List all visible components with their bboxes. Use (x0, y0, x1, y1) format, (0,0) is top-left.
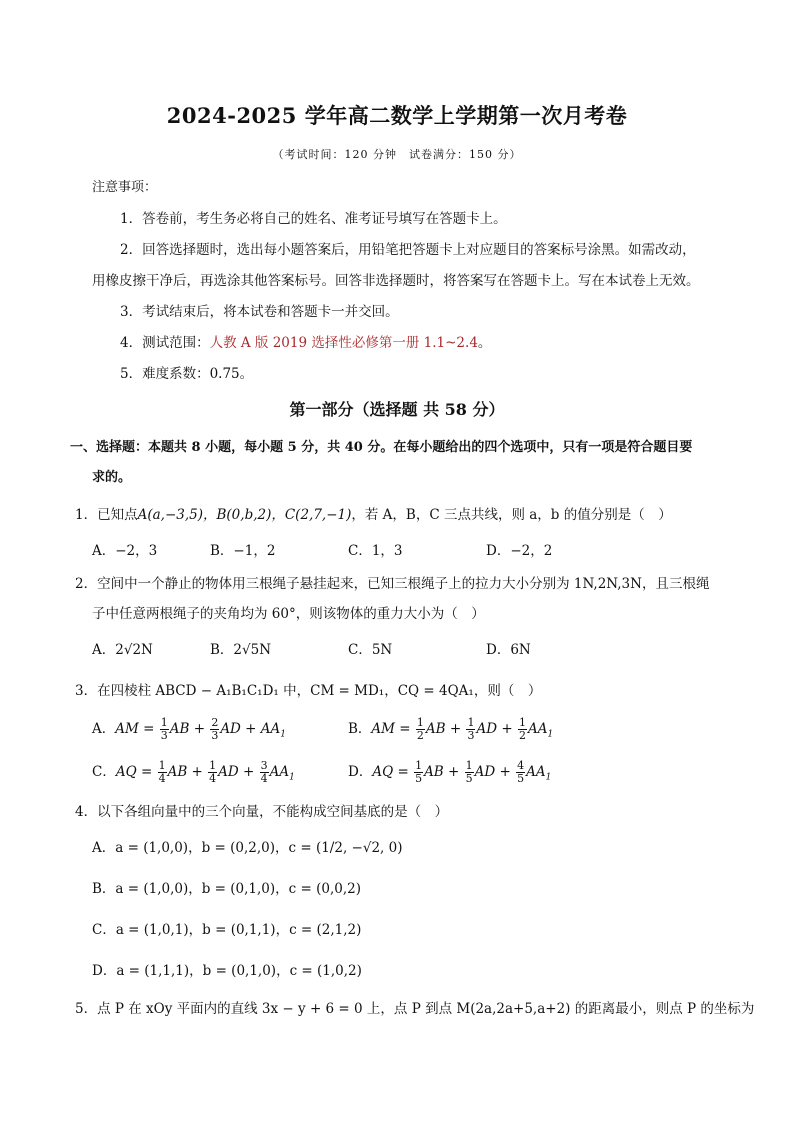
notice-item-2a: 2．回答选择题时，选出每小题答案后，用铅笔把答题卡上对应题目的答案标号涂黑。如需改动， (120, 242, 696, 258)
q1-option-b: B．−1，2 (210, 543, 276, 559)
exam-title: 2024-2025 学年高二数学上学期第一次月考卷 (166, 103, 628, 128)
notice-heading: 注意事项： (92, 180, 158, 195)
notice-item-3: 3．考试结束后，将本试卷和答题卡一并交回。 (120, 304, 399, 320)
q2-option-c: C．5N (348, 642, 393, 658)
q4-option-b: B．a = (1,0,0)，b = (0,1,0)，c = (0,0,2) (92, 881, 362, 897)
q2-option-d: D．6N (486, 642, 531, 658)
q4-option-a: A．a = (1,0,0)，b = (0,2,0)，c = (1/2, −√2, 0) (92, 840, 403, 856)
q3-option-d-label: D． (348, 764, 373, 780)
notice-item-2b: 用橡皮擦干净后，再选涂其他答案标号。回答非选择题时，将答案写在答题卡上。写在本试卷上无效。 (92, 273, 700, 289)
q3-option-c-label: C． (92, 764, 116, 780)
notice-item-1: 1．答卷前，考生务必将自己的姓名、准考证号填写在答题卡上。 (120, 211, 507, 227)
q3-option-a: A．AM = $\frac{1}{3}$ AB + $\frac{2}{3}$ AD + $AA_1$ (92, 716, 287, 742)
notice-item-4-prefix: 4．测试范围： (120, 335, 210, 351)
q3-option-d: D．AQ = $\frac{1}{5}$ AB + $\frac{1}{5}$ AD + $\frac{4}{5}$ $AA_1$ (348, 759, 552, 785)
q4-option-c: C．a = (1,0,1)，b = (0,1,1)，c = (2,1,2) (92, 922, 362, 938)
section-intro-a: 一、选择题：本题共 8 小题，每小题 5 分，共 40 分。在每小题给出的四个选项中，只有一项是符合题目要 (70, 440, 693, 455)
q2-option-a: A．2√2N (92, 642, 153, 658)
q1-option-d: D．−2，2 (486, 543, 553, 559)
q1-suffix: ，若 A，B，C 三点共线，则 a，b 的值分别是（ ） (351, 507, 672, 523)
section-intro-b: 求的。 (92, 470, 132, 485)
question-2-stem-a: 2．空间中一个静止的物体用三根绳子悬挂起来，已知三根绳子上的拉力大小分别为 1N,2N,3N，且三根绳 (75, 576, 710, 592)
q2-option-b: B．2√5N (210, 642, 272, 658)
q1-option-a: A．−2，3 (92, 543, 158, 559)
q3-option-b-label: B． (348, 721, 372, 737)
q3-option-b: B．AM = $\frac{1}{2}$ AB + $\frac{1}{3}$ AD + $\frac{1}{2}$ $AA_1$ (348, 716, 554, 742)
notice-item-4-suffix: 。 (477, 335, 492, 351)
q4-option-d: D．a = (1,1,1)，b = (0,1,0)，c = (1,0,2) (92, 963, 362, 979)
question-2-stem-b: 子中任意两根绳子的夹角均为 60°，则该物体的重力大小为（ ） (92, 606, 485, 622)
question-3-stem: 3．在四棱柱 ABCD − A₁B₁C₁D₁ 中，CM = MD₁，CQ = 4QA₁，则（ ） (75, 683, 542, 699)
section-title: 第一部分（选择题 共 58 分） (289, 400, 505, 419)
notice-item-5: 5．难度系数：0.75。 (120, 366, 254, 382)
notice-test-range: 人教 A 版 2019 选择性必修第一册 1.1~2.4 (209, 335, 478, 351)
q3-option-c: C．AQ = $\frac{1}{4}$ AB + $\frac{1}{4}$ AD + $\frac{3}{4}$ $AA_1$ (92, 759, 295, 785)
q1-option-c: C．1，3 (348, 543, 403, 559)
question-4-stem: 4．以下各组向量中的三个向量，不能构成空间基底的是（ ） (75, 804, 449, 820)
exam-subtitle: （考试时间：120 分钟 试卷满分：150 分） (272, 148, 522, 161)
q1-points: A(a,−3,5)，B(0,b,2)，C(2,7,−1) (137, 507, 352, 523)
q1-prefix: 1．已知点 (75, 507, 138, 523)
notice-item-4 (120, 331, 491, 351)
question-5-stem: 5．点 P 在 xOy 平面内的直线 3x − y + 6 = 0 上，点 P 到点 M(2a,2a+5,a+2) 的距离最小，则点 P 的坐标为 (75, 1001, 755, 1017)
q3-option-a-label: A． (92, 721, 116, 737)
question-1-stem (75, 503, 672, 523)
